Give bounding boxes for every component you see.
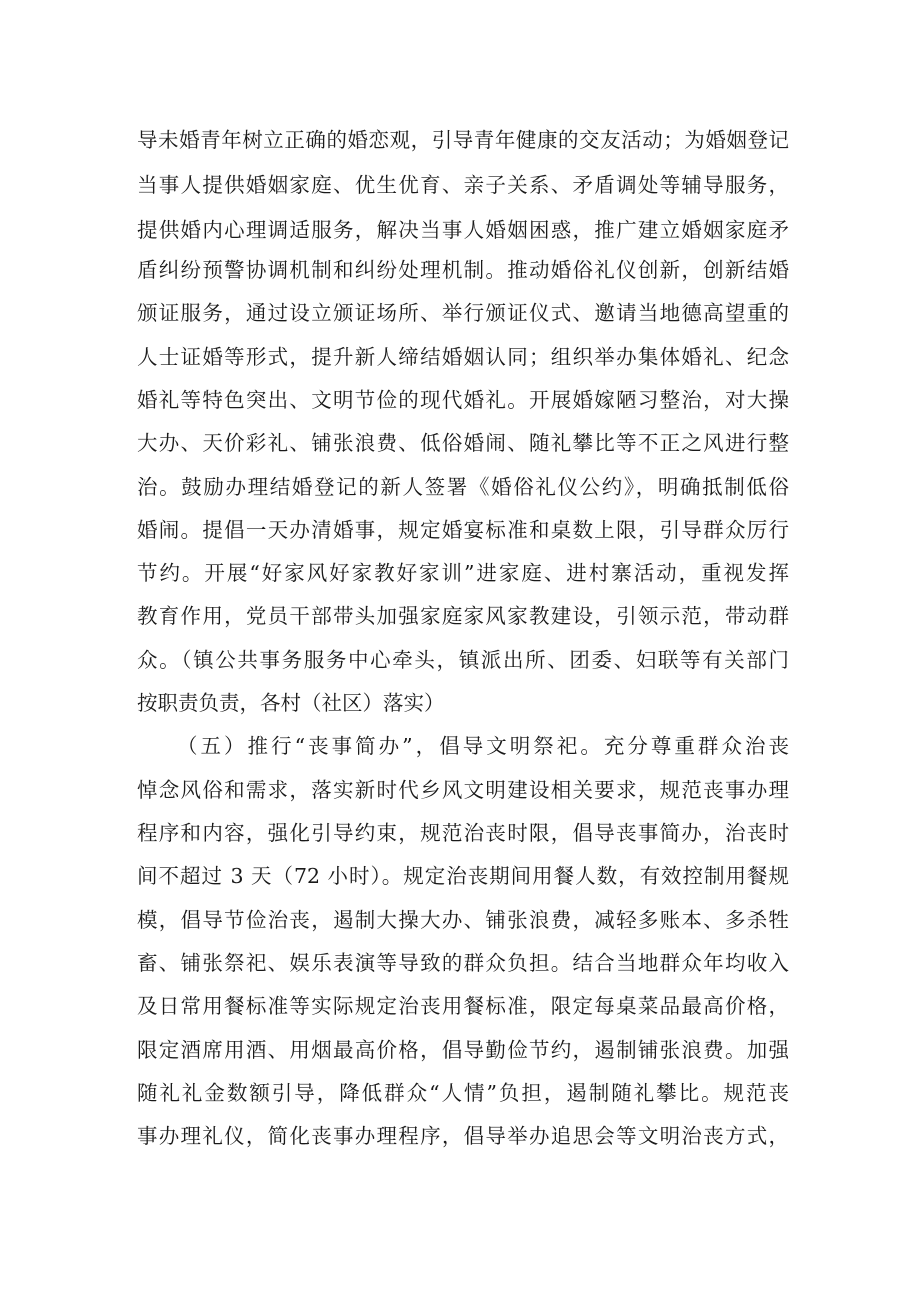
body-text-line: 大办、天价彩礼、铺张浪费、低俗婚闹、随礼攀比等不正之风进行整 [137, 431, 789, 455]
body-text-line: 及日常用餐标准等实际规定治丧用餐标准，限定每桌菜品最高价格， [137, 994, 789, 1018]
section-heading-line: （五）推行“丧事简办”，倡导文明祭祀。充分尊重群众治丧 [177, 734, 789, 758]
body-text-line: 事办理礼仪，简化丧事办理程序，倡导举办追思会等文明治丧方式， [137, 1124, 789, 1148]
body-text-line: 治。鼓励办理结婚登记的新人签署《婚俗礼仪公约》，明确抵制低俗 [137, 475, 789, 499]
body-text-line: 婚闹。提倡一天办清婚事，规定婚宴标准和桌数上限，引导群众厉行 [137, 518, 789, 542]
paragraph-last-line: 按职责负责，各村（社区）落实） [137, 691, 445, 715]
body-text-line: 限定酒席用酒、用烟最高价格，倡导勤俭节约，遏制铺张浪费。加强 [137, 1038, 789, 1062]
body-text-line: 盾纠纷预警协调机制和纠纷处理机制。推动婚俗礼仪创新，创新结婚 [137, 258, 789, 282]
body-text-line: 教育作用，党员干部带头加强家庭家风家教建设，引领示范，带动群 [137, 604, 789, 628]
body-text-line: 畜、铺张祭祀、娱乐表演等导致的群众负担。结合当地群众年均收入 [137, 951, 789, 975]
body-text-line: 模，倡导节俭治丧，遏制大操大办、铺张浪费，减轻多账本、多杀牲 [137, 908, 789, 932]
body-text-line: 当事人提供婚姻家庭、优生优育、亲子关系、矛盾调处等辅导服务， [137, 173, 789, 197]
body-text-line: 提供婚内心理调适服务，解决当事人婚姻困惑，推广建立婚姻家庭矛 [137, 218, 789, 242]
body-text-line: 程序和内容，强化引导约束，规范治丧时限，倡导丧事简办，治丧时 [137, 821, 789, 845]
body-text-line: 间不超过 3 天（72 小时）。规定治丧期间用餐人数，有效控制用餐规 [137, 864, 789, 888]
body-text-line: 节约。开展“好家风好家教好家训”进家庭、进村寨活动，重视发挥 [137, 561, 789, 585]
body-text-line: 随礼礼金数额引导，降低群众“人情”负担，遏制随礼攀比。规范丧 [137, 1081, 789, 1105]
body-text-line: 悼念风俗和需求，落实新时代乡风文明建设相关要求，规范丧事办理 [137, 778, 789, 802]
body-text-line: 人士证婚等形式，提升新人缔结婚姻认同；组织举办集体婚礼、纪念 [137, 345, 789, 369]
body-text-line: 众。（镇公共事务服务中心牵头，镇派出所、团委、妇联等有关部门 [137, 648, 789, 672]
body-text-line: 婚礼等特色突出、文明节俭的现代婚礼。开展婚嫁陋习整治，对大操 [137, 388, 789, 412]
body-text-line: 导未婚青年树立正确的婚恋观，引导青年健康的交友活动；为婚姻登记 [137, 128, 789, 152]
body-text-line: 颁证服务，通过设立颁证场所、举行颁证仪式、邀请当地德高望重的 [137, 301, 789, 325]
